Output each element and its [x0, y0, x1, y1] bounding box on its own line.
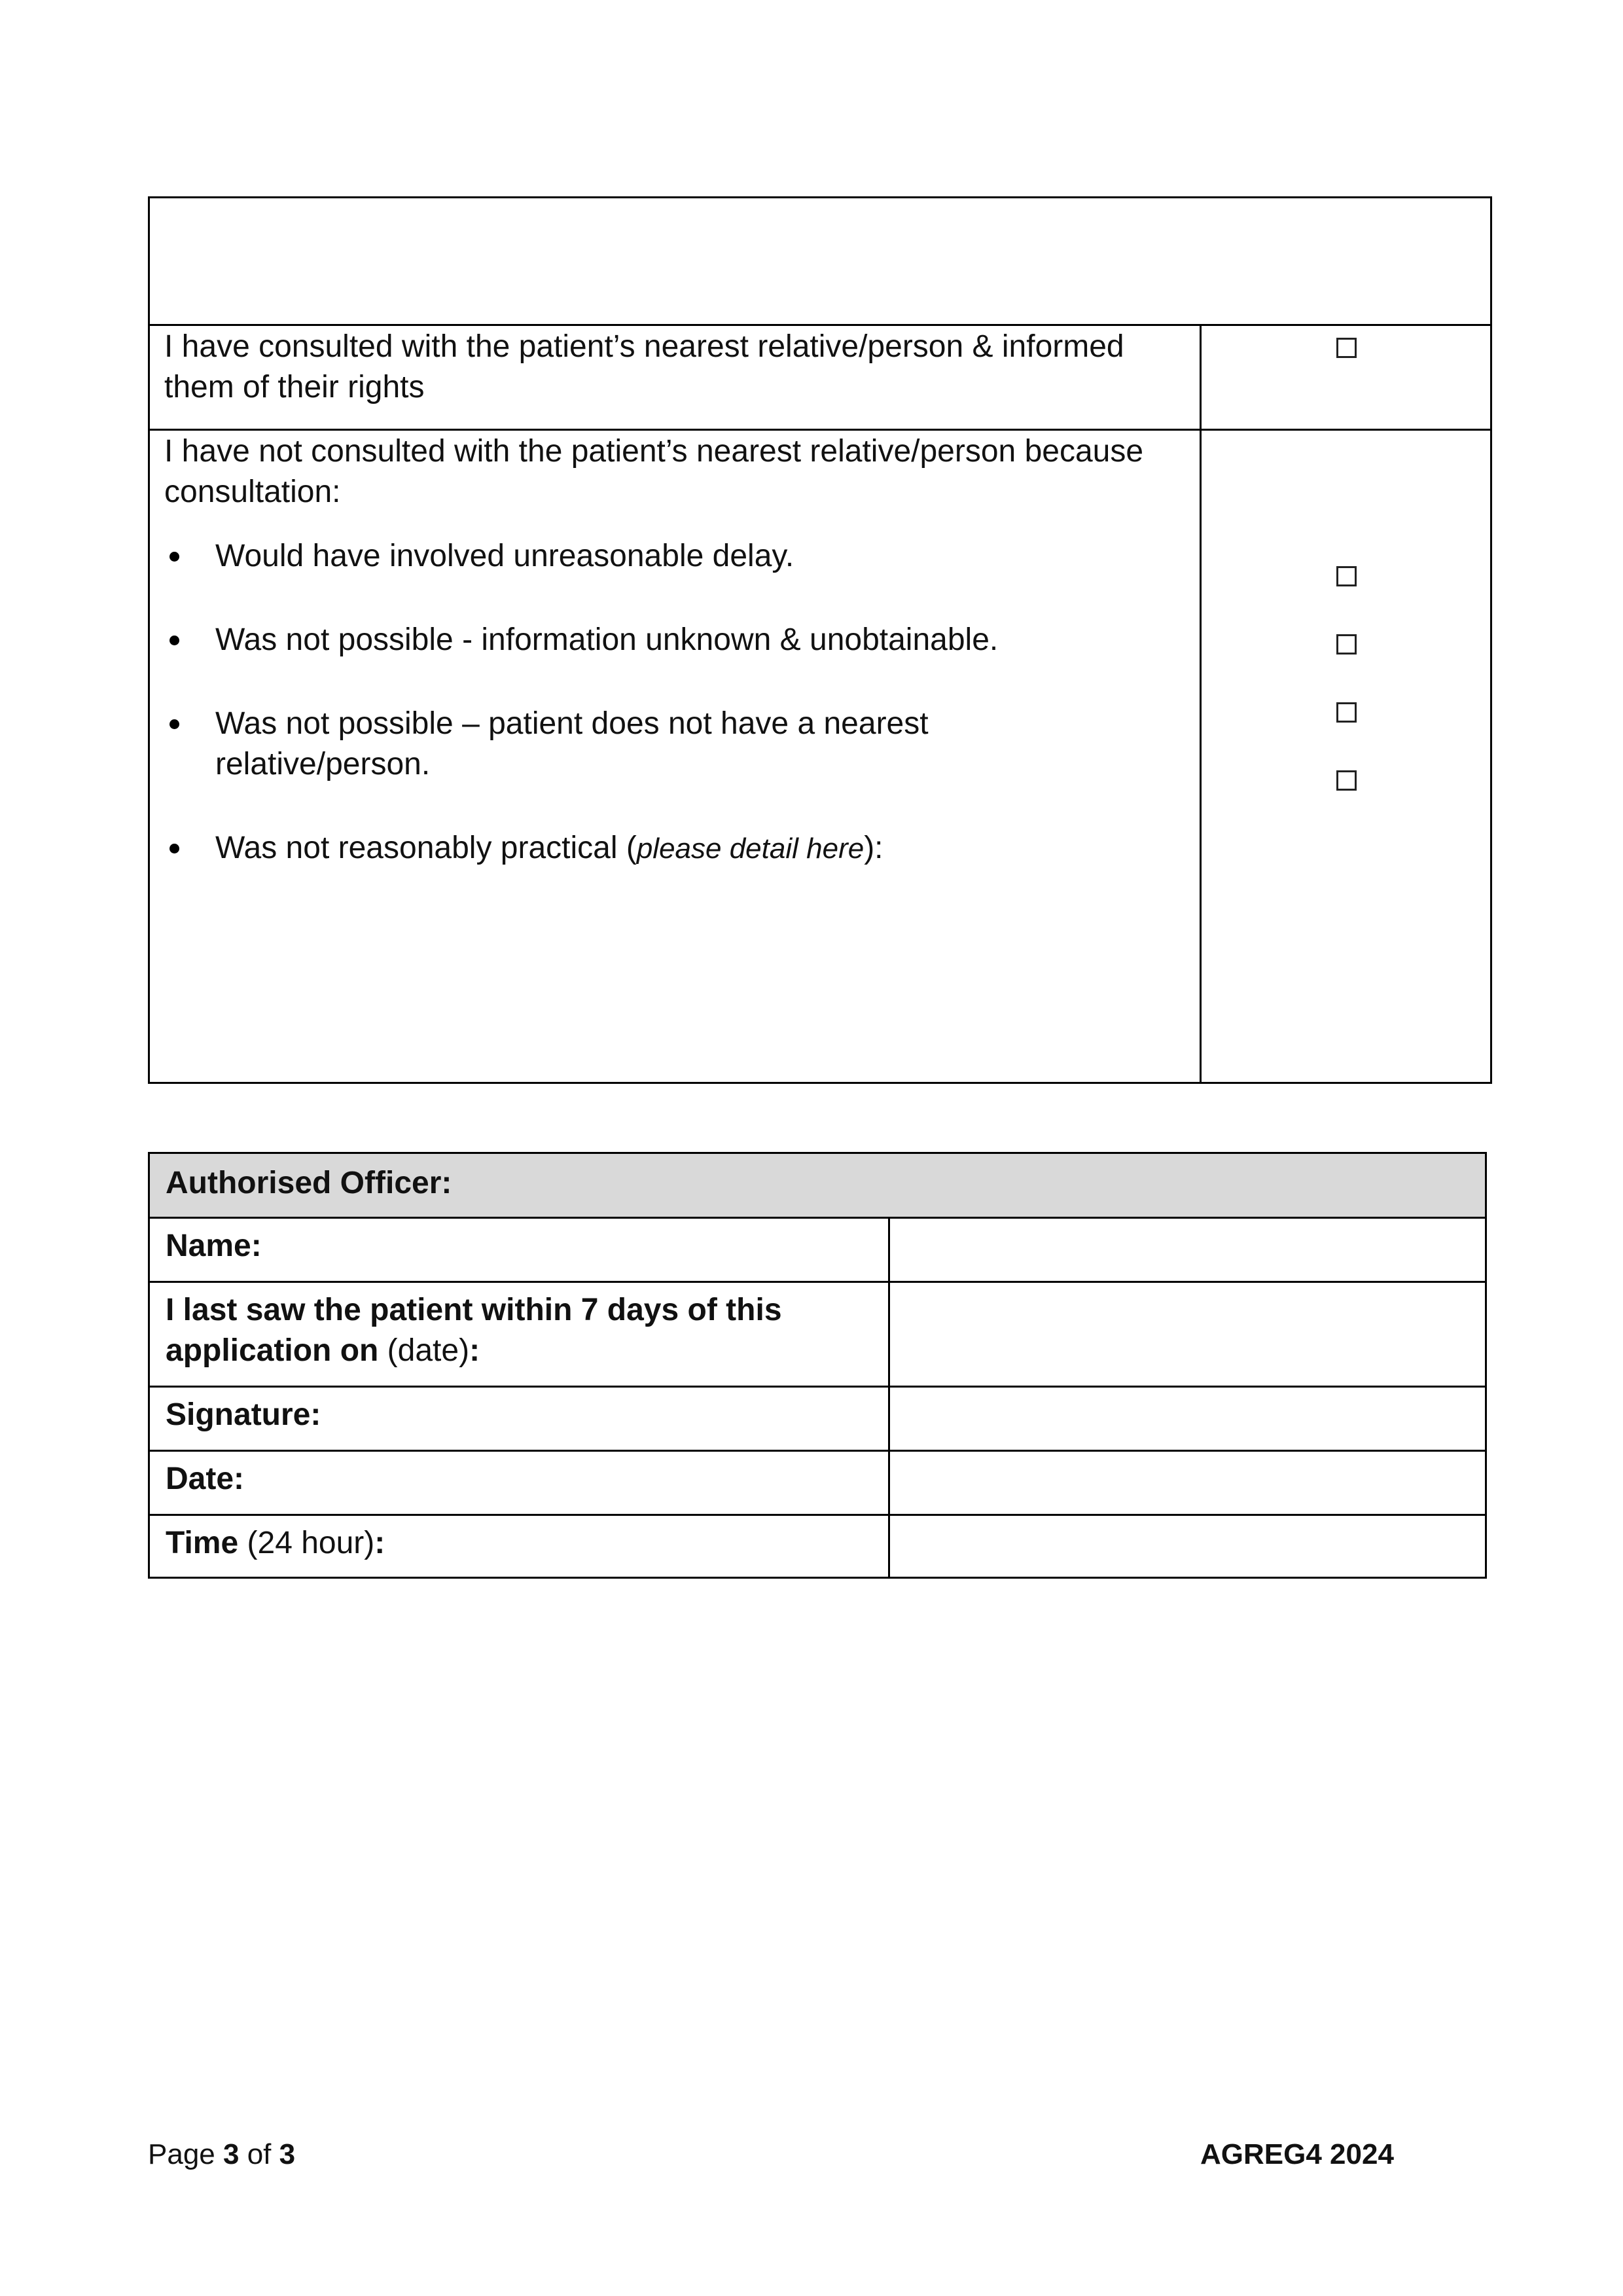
- time-label-bold: Time: [166, 1526, 239, 1560]
- last-saw-bold: I last saw the patient within 7 days of this application on: [166, 1293, 782, 1368]
- authorised-officer-table: [148, 1152, 1487, 1579]
- reason-delay-checkbox[interactable]: [1336, 566, 1357, 586]
- not-consulted-statement: I have not consulted with the patient’s nearest relative/person because consultation:: [164, 434, 1144, 509]
- consulted-statement: I have consulted with the patient’s nearest relative/person & informed them of their rights: [164, 329, 1124, 404]
- row-divider: [150, 324, 1490, 326]
- detail-note: please detail here: [636, 833, 865, 865]
- name-field[interactable]: [892, 1219, 1485, 1280]
- signature-label: Signature:: [166, 1397, 321, 1432]
- time-label-hint: (24 hour): [238, 1526, 375, 1560]
- date-label: Date:: [166, 1462, 245, 1496]
- page-prefix: Page: [148, 2138, 223, 2170]
- last-saw-label: [166, 1290, 872, 1371]
- page-number: [148, 2136, 295, 2173]
- reason-not-practical: [215, 828, 1190, 869]
- column-divider: [888, 1217, 890, 1577]
- reason-delay: Would have involved unreasonable delay.: [215, 539, 794, 573]
- row-divider: [150, 429, 1490, 431]
- last-saw-date-field[interactable]: [892, 1283, 1485, 1385]
- time-label-colon: :: [374, 1526, 385, 1560]
- reason-not-practical-text: Was not reasonably practical (: [215, 831, 637, 865]
- name-label: Name:: [166, 1229, 262, 1263]
- reason-no-relative: Was not possible – patient does not have a nearest relative/person.: [215, 706, 929, 781]
- time-field[interactable]: [892, 1516, 1485, 1577]
- bullet: [169, 636, 179, 645]
- last-saw-date-hint: (date): [378, 1333, 470, 1368]
- reason-not-practical-checkbox[interactable]: [1336, 770, 1357, 791]
- date-field[interactable]: [892, 1452, 1485, 1513]
- page-current: 3: [223, 2138, 240, 2170]
- bullet: [169, 844, 179, 853]
- consulted-checkbox[interactable]: [1336, 338, 1357, 358]
- reason-unknown: Was not possible - information unknown & unobtainable.: [215, 622, 999, 657]
- reason-no-relative-checkbox[interactable]: [1336, 702, 1357, 723]
- page-total: 3: [279, 2138, 296, 2170]
- time-label: [166, 1523, 385, 1564]
- bullet: [169, 719, 179, 729]
- reason-unknown-checkbox[interactable]: [1336, 634, 1357, 655]
- officer-header: Authorised Officer:: [166, 1166, 452, 1200]
- last-saw-colon: :: [469, 1333, 480, 1368]
- page-of: of: [239, 2138, 279, 2170]
- signature-field[interactable]: [892, 1388, 1485, 1449]
- bullet: [169, 552, 179, 562]
- form-code: AGREG4 2024: [1200, 2138, 1394, 2170]
- reason-not-practical-close: ):: [864, 831, 883, 865]
- consultation-table: [148, 196, 1492, 1084]
- column-divider: [1200, 324, 1202, 1082]
